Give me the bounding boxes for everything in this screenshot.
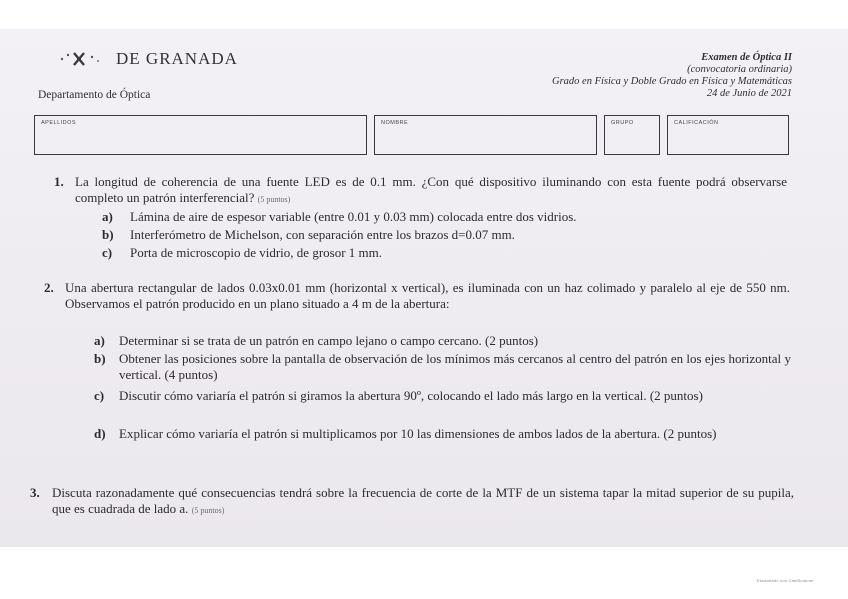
university-logo bbox=[56, 49, 238, 69]
question-number: 2. bbox=[44, 280, 54, 295]
question-2-item-d bbox=[94, 426, 794, 458]
item-letter: c) bbox=[94, 388, 105, 403]
exam-title: Examen de Óptica II bbox=[701, 52, 792, 63]
item-text: Discutir cómo variaría el patrón si giramos la abertura 90º, colocando el lado más largo en la vertical. (2 puntos) bbox=[119, 388, 703, 403]
question-3-points: (5 puntos) bbox=[191, 506, 225, 515]
exam-degree: Grado en Física y Doble Grado en Física y Matemáticas bbox=[552, 76, 792, 87]
question-3-text bbox=[52, 485, 794, 519]
exam-date: 24 de Junio de 2021 bbox=[706, 88, 792, 99]
surname-field[interactable] bbox=[34, 115, 367, 155]
question-2-text: Una abertura rectangular de lados 0.03x0.01 mm (horizontal x vertical), es iluminada con un haz colimado y paralelo al eje de 550 nm. Observamos el patrón producido en un plano situado a 4 m de la abertura: bbox=[65, 280, 790, 311]
name-label: NOMBRE bbox=[381, 120, 409, 126]
question-2-item-c bbox=[94, 388, 794, 420]
item-text: Interferómetro de Michelson, con separación entre los brazos d=0.07 mm. bbox=[130, 227, 515, 242]
question-number: 1. bbox=[54, 174, 64, 189]
university-name: DE GRANADA bbox=[116, 49, 238, 68]
item-text: Determinar si se trata de un patrón en campo lejano o campo cercano. (2 puntos) bbox=[119, 333, 539, 348]
question-3-body: Discuta razonadamente qué consecuencias tendrá sobre la frecuencia de corte de la MTF de un sistema tapar la mitad superior de su pupila, que es cuadrada de lado a. bbox=[52, 485, 794, 516]
item-letter: d) bbox=[94, 426, 106, 441]
exam-sheet bbox=[0, 29, 848, 547]
surname-label: APELLIDOS bbox=[41, 120, 77, 126]
question-1-points: (5 puntos) bbox=[257, 195, 291, 204]
item-letter: c) bbox=[102, 245, 113, 260]
item-text: Obtener las posiciones sobre la pantalla de observación de los mínimos más cercanos al centro del patrón en los ejes horizontal y vertical. (4 puntos) bbox=[119, 351, 791, 382]
department-name: Departamento de Óptica bbox=[38, 89, 151, 101]
grade-label: CALIFICACIÓN bbox=[674, 120, 719, 126]
question-2-item-a bbox=[94, 333, 794, 349]
question-1-item-c bbox=[102, 245, 802, 261]
scanner-watermark: Escaneado con CamScanner bbox=[757, 578, 814, 583]
item-text: Porta de microscopio de vidrio, de grosor 1 mm. bbox=[130, 245, 383, 260]
grade-field[interactable] bbox=[667, 115, 789, 155]
question-text bbox=[75, 174, 787, 208]
exam-heading bbox=[552, 52, 792, 100]
item-text: Explicar cómo variaría el patrón si multiplicamos por 10 las dimensiones de ambos lados de la abertura. (2 puntos) bbox=[119, 426, 717, 441]
question-1-text: La longitud de coherencia de una fuente LED es de 0.1 mm. ¿Con qué dispositivo iluminando con esta fuente podrá observarse completo un patrón interferencial? bbox=[75, 174, 787, 205]
item-letter: a) bbox=[102, 209, 113, 224]
question-number: 3. bbox=[30, 485, 40, 500]
item-letter: b) bbox=[102, 227, 114, 242]
question-1-item-a bbox=[102, 209, 802, 225]
item-letter: a) bbox=[94, 333, 105, 348]
item-letter: b) bbox=[94, 351, 106, 366]
student-fields bbox=[0, 115, 848, 157]
group-label: GRUPO bbox=[611, 120, 634, 126]
crest-icon bbox=[56, 49, 108, 69]
exam-call: (convocatoria ordinaria) bbox=[687, 64, 792, 75]
group-field[interactable] bbox=[604, 115, 660, 155]
name-field[interactable] bbox=[374, 115, 597, 155]
question-2-item-b bbox=[94, 351, 794, 383]
question-1-item-b bbox=[102, 227, 802, 243]
item-text: Lámina de aire de espesor variable (entre 0.01 y 0.03 mm) colocada entre dos vidrios. bbox=[130, 209, 577, 224]
